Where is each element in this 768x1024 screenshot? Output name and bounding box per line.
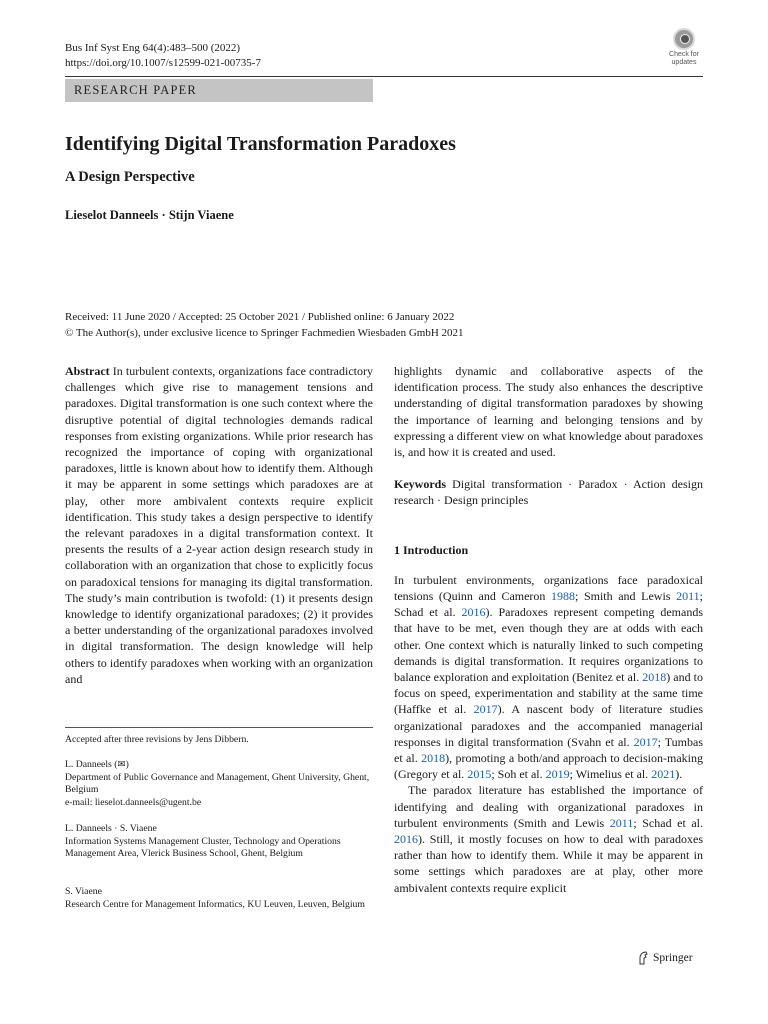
column-left <box>65 363 373 687</box>
article-title: Identifying Digital Transformation Paradoxes <box>65 133 456 155</box>
text-run: ), promoting a both/and approach to decision-making (Gregory et al. <box>394 751 703 782</box>
check-for-updates-badge[interactable] <box>664 28 704 70</box>
publisher-logo <box>637 951 693 965</box>
citation-year-link[interactable]: 2016 <box>394 832 418 847</box>
citation-year-link[interactable]: 1988 <box>551 589 576 604</box>
citation-year-link[interactable]: 2018 <box>421 751 446 766</box>
copyright-line: © The Author(s), under exclusive licence to Springer Fachmedien Wiesbaden GmbH 2021 <box>65 327 464 339</box>
affiliation-2-dept: Information Systems Management Cluster, Technology and Operations Management Area, Vlerick Business School, Ghent, Belgium <box>65 835 341 860</box>
text-run: ) and to focus on speed, experimentation and stability at the same time (Haffke et al. <box>394 670 704 717</box>
keywords-text: Digital transformation · Paradox · Action design research · Design principles <box>394 477 704 508</box>
text-run: ). Still, it mostly focuses on how to deal with paradoxes rather than how to identify them. While it may be apparent in some settings which paradoxes are at play, other more ambivalent contexts require explicit <box>394 832 703 895</box>
citation-year-link[interactable]: 2016 <box>461 605 486 620</box>
text-run: ; Schad et al. <box>633 815 704 830</box>
section-heading-introduction: 1 Introduction <box>394 542 469 557</box>
text-run: The paradox literature has established the importance of identifying and dealing with organizational paradoxes in turbulent environments (Smith and Lewis <box>394 783 703 830</box>
affiliation-1-email[interactable]: e-mail: lieselot.danneels@ugent.be <box>65 796 202 808</box>
citation-year-link[interactable]: 2015 <box>467 767 492 782</box>
publisher-name: Springer <box>653 952 693 964</box>
abstract-text-right: highlights dynamic and collaborative aspects of the identification process. The study also enhances the descriptive understanding of digital transformation paradoxes by showing the importance of learning and belonging tensions and by expressing a different view on what knowledge about paradoxes is, and how it is created and used. <box>394 364 703 460</box>
header-divider <box>65 76 703 77</box>
keywords-label: Keywords <box>394 477 446 492</box>
text-run: ; Schad et al. <box>394 589 703 620</box>
text-run: ; Wimelius et al. <box>569 767 652 782</box>
springer-horse-icon <box>637 951 649 965</box>
citation-year-link[interactable]: 2017 <box>473 702 498 717</box>
text-run: ). A nascent body of literature studies organizational paradoxes and the accompanied managerial responses in digital transformation (Svahn et al. <box>394 702 703 749</box>
article-authors: Lieselot Danneels · Stijn Viaene <box>65 208 234 222</box>
affiliation-1-name: L. Danneels (✉) <box>65 759 129 770</box>
section-badge: RESEARCH PAPER <box>65 79 373 102</box>
text-run: ; Tumbas et al. <box>394 734 703 766</box>
text-run: ). <box>675 767 683 782</box>
article-subtitle: A Design Perspective <box>65 169 195 185</box>
citation-year-link[interactable]: 2018 <box>642 670 667 685</box>
abstract-label: Abstract <box>65 364 110 378</box>
affiliation-2-names: L. Danneels · S. Viaene <box>65 823 157 834</box>
text-run: In turbulent environments, organizations face paradoxical tensions (Quinn and Cameron <box>394 572 703 604</box>
affiliation-3 <box>65 886 373 911</box>
journal-citation: Bus Inf Syst Eng 64(4):483–500 (2022) <box>65 42 241 54</box>
check-updates-line1: Check for <box>669 51 699 58</box>
citation-year-link[interactable]: 2011 <box>609 815 634 830</box>
keywords-paragraph <box>394 476 703 508</box>
affiliation-2 <box>65 823 373 861</box>
citation-year-link[interactable]: 2017 <box>633 734 658 749</box>
doi-link[interactable]: https://doi.org/10.1007/s12599-021-00735-7 <box>65 57 261 69</box>
column-right <box>394 363 703 896</box>
abstract-paragraph <box>65 363 373 687</box>
intro-paragraph-2 <box>394 782 703 895</box>
article-dates: Received: 11 June 2020 / Accepted: 25 October 2021 / Published online: 6 January 2022 <box>65 311 455 323</box>
intro-paragraph-1 <box>394 572 703 783</box>
text-run: ). Paradoxes represent competing demands that have to be met, even though they are at odds with each other. One context which is naturally linked to such competing demands is digital transformation. It requires organizations to balance exploration and exploitation (Benitez et al. <box>394 605 703 685</box>
footnote-accepted: Accepted after three revisions by Jens Dibbern. <box>65 734 249 745</box>
text-run: ; Smith and Lewis <box>575 589 677 604</box>
citation-year-link[interactable]: 2011 <box>676 589 700 604</box>
check-updates-icon <box>673 28 695 50</box>
affiliation-1 <box>65 759 373 809</box>
citation-year-link[interactable]: 2021 <box>651 767 676 782</box>
abstract-text-left: In turbulent contexts, organizations face contradictory challenges which give rise to management tensions and paradoxes. Digital transformation is one such context where the disruptive potential of digital technologies demands radical responses from existing organizations. While prior research has recognized the importance of coping with organizational paradoxes, little is known about how to identify them. Although it may be apparent in some settings which paradoxes are at play, other more ambivalent contexts require explicit identification. This study takes a design perspective to identify the relevant paradoxes in a digital transformation context. It presents the results of a 2-year action design research study in collaboration with an organization that chose to explicitly focus on paradoxical tensions for managing its digital transformation. The study’s main contribution is twofold: (1) it presents design knowledge to identify organizational paradoxes; (2) it provides a better understanding of the organizational paradoxes involved in digital transformation. The design knowledge will help others to identify paradoxes when working with an organization and <box>65 364 373 686</box>
text-run: ; Soh et al. <box>491 767 546 782</box>
check-updates-line2: updates <box>671 59 697 66</box>
affiliation-1-dept: Department of Public Governance and Management, Ghent University, Ghent, Belgium <box>65 771 370 796</box>
affiliation-3-name: S. Viaene <box>65 886 102 897</box>
affiliation-3-dept: Research Centre for Management Informatics, KU Leuven, Leuven, Belgium <box>65 898 365 910</box>
footnote-divider <box>65 727 373 728</box>
citation-year-link[interactable]: 2019 <box>545 767 570 782</box>
